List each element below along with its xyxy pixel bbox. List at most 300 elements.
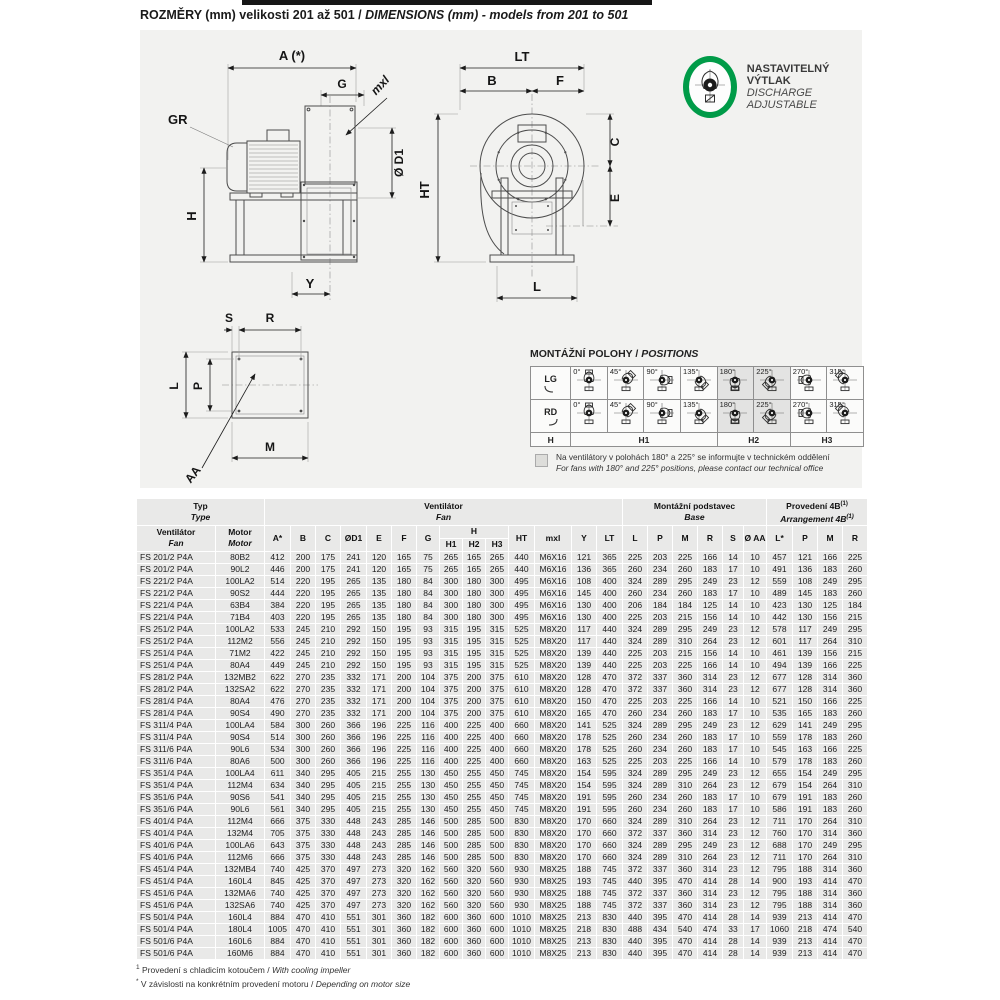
dim-value-cell: 260: [673, 744, 697, 755]
dim-value-cell: 740: [265, 888, 290, 899]
dim-value-cell: M8X20: [535, 792, 571, 803]
dim-value-cell: 183: [698, 792, 722, 803]
position-cell: [607, 367, 644, 400]
dim-value-cell: 461: [767, 648, 792, 659]
dim-value-cell: 264: [818, 636, 842, 647]
dim-label-g: G: [337, 77, 347, 91]
dim-value-cell: 446: [265, 564, 290, 575]
dim-value-cell: 108: [572, 576, 596, 587]
angle-label: 0°: [573, 400, 581, 409]
dim-value-cell: 440: [623, 912, 647, 923]
dim-value-cell: 360: [843, 888, 867, 899]
dim-value-cell: 180: [463, 600, 485, 611]
dim-value-cell: 534: [265, 744, 290, 755]
dim-value-cell: 330: [316, 816, 340, 827]
dim-value-cell: 104: [417, 672, 439, 683]
dim-value-cell: 260: [673, 708, 697, 719]
dim-value-cell: 14: [723, 552, 743, 563]
motor-cell: 100LA2: [216, 624, 264, 635]
dim-value-cell: 249: [818, 576, 842, 587]
dim-value-cell: 745: [597, 900, 622, 911]
dim-value-cell: 12: [744, 828, 766, 839]
dim-value-cell: 337: [648, 864, 672, 875]
table-row: [137, 696, 867, 707]
dim-value-cell: 171: [367, 708, 391, 719]
dim-value-cell: M6X16: [535, 576, 571, 587]
dim-value-cell: 830: [509, 828, 534, 839]
dim-value-cell: 450: [440, 780, 462, 791]
dim-value-cell: 264: [818, 780, 842, 791]
dim-value-cell: 166: [818, 744, 842, 755]
dim-value-cell: 400: [486, 720, 508, 731]
dim-value-cell: 660: [509, 756, 534, 767]
dim-value-cell: 360: [843, 864, 867, 875]
dim-value-cell: 497: [341, 888, 366, 899]
dim-value-cell: 330: [316, 852, 340, 863]
dim-value-cell: 33: [723, 924, 743, 935]
table-row: [137, 816, 867, 827]
dim-value-cell: 128: [793, 672, 817, 683]
dim-value-cell: 249: [698, 720, 722, 731]
positions-panel: [530, 348, 864, 473]
dim-value-cell: 470: [597, 672, 622, 683]
dim-value-cell: 225: [463, 756, 485, 767]
table-row: [137, 804, 867, 815]
dim-value-cell: 314: [698, 864, 722, 875]
dim-value-cell: 234: [648, 708, 672, 719]
dim-value-cell: 939: [767, 948, 792, 959]
angle-label: 90°: [646, 400, 658, 409]
dim-value-cell: 324: [623, 720, 647, 731]
dim-value-cell: 163: [572, 756, 596, 767]
dim-value-cell: 425: [291, 900, 315, 911]
dim-value-cell: 745: [509, 768, 534, 779]
positions-title-cz: MONTÁŽNÍ POLOHY: [530, 348, 633, 360]
fan-type-cell: FS 351/4 P4A: [137, 780, 215, 791]
title-cz: ROZMĚRY (mm) velikosti 201 až 501: [140, 8, 355, 22]
dim-value-cell: 23: [723, 576, 743, 587]
dim-value-cell: 292: [341, 636, 366, 647]
dim-value-cell: 470: [597, 708, 622, 719]
dim-value-cell: 116: [417, 744, 439, 755]
rd-text: RD: [544, 406, 558, 417]
motor-cell: 160L4: [216, 912, 264, 923]
dim-value-cell: 165: [572, 708, 596, 719]
angle-label: 180°: [719, 367, 736, 376]
table-row: [137, 636, 867, 647]
dim-value-cell: 360: [673, 672, 697, 683]
dim-value-cell: 93: [417, 636, 439, 647]
dim-value-cell: 337: [648, 888, 672, 899]
dim-value-cell: 14: [744, 948, 766, 959]
dim-value-cell: 360: [843, 672, 867, 683]
dim-value-cell: 450: [486, 768, 508, 779]
col-header: M: [818, 526, 842, 551]
dim-value-cell: 525: [509, 660, 534, 671]
dim-value-cell: 375: [440, 672, 462, 683]
position-cell: [681, 367, 718, 400]
dim-value-cell: 183: [698, 804, 722, 815]
dim-value-cell: 541: [265, 792, 290, 803]
dim-value-cell: 540: [673, 924, 697, 935]
dim-value-cell: 196: [367, 732, 391, 743]
note-cz: Na ventilátory v polohách 180° a 225° se informujte v technickém oddělení: [556, 452, 830, 462]
discharge-adjustable-badge: [683, 56, 862, 118]
dim-value-cell: 260: [843, 732, 867, 743]
dim-value-cell: 470: [291, 948, 315, 959]
dim-value-cell: 154: [572, 780, 596, 791]
dim-value-cell: 150: [367, 660, 391, 671]
dim-value-cell: 448: [341, 816, 366, 827]
dim-value-cell: 255: [392, 768, 416, 779]
dim-value-cell: 375: [486, 672, 508, 683]
position-cell: [790, 367, 827, 400]
dim-value-cell: 260: [673, 804, 697, 815]
dim-value-cell: 178: [572, 744, 596, 755]
dim-value-cell: 195: [392, 624, 416, 635]
dim-value-cell: 139: [572, 660, 596, 671]
dim-value-cell: M8X20: [535, 720, 571, 731]
dim-value-cell: 260: [843, 792, 867, 803]
dim-value-cell: 195: [463, 636, 485, 647]
dim-value-cell: 340: [291, 768, 315, 779]
dim-value-cell: 295: [673, 624, 697, 635]
dim-value-cell: 830: [597, 948, 622, 959]
dim-value-cell: 178: [793, 732, 817, 743]
dim-value-cell: 260: [843, 756, 867, 767]
dim-value-cell: 414: [818, 948, 842, 959]
col-header-h-group: H: [440, 526, 508, 538]
dim-value-cell: 1005: [265, 924, 290, 935]
dim-value-cell: 559: [767, 576, 792, 587]
dim-value-cell: 255: [392, 792, 416, 803]
positions-note: [530, 452, 864, 473]
col-header: L: [623, 526, 647, 551]
motor-cell: 80A4: [216, 696, 264, 707]
dim-value-cell: 10: [744, 648, 766, 659]
dim-value-cell: 165: [463, 552, 485, 563]
dim-value-cell: 17: [723, 732, 743, 743]
dim-value-cell: 166: [698, 696, 722, 707]
dim-value-cell: 525: [509, 624, 534, 635]
dim-value-cell: 120: [367, 552, 391, 563]
fan-type-cell: FS 251/4 P4A: [137, 648, 215, 659]
badge-line-en: DISCHARGE ADJUSTABLE: [746, 87, 817, 111]
dim-value-cell: 405: [341, 768, 366, 779]
dim-value-cell: 314: [698, 900, 722, 911]
dim-value-cell: 136: [793, 564, 817, 575]
table-row: [137, 744, 867, 755]
dim-value-cell: 235: [316, 708, 340, 719]
dim-value-cell: 180: [463, 588, 485, 599]
motor-cell: 80A6: [216, 756, 264, 767]
col-header: S: [723, 526, 743, 551]
table-row: [137, 828, 867, 839]
dim-value-cell: 10: [744, 552, 766, 563]
positions-title: [530, 348, 864, 360]
dim-value-cell: 324: [623, 840, 647, 851]
dim-value-cell: 666: [265, 852, 290, 863]
dim-value-cell: M8X20: [535, 804, 571, 815]
dim-value-cell: 23: [723, 816, 743, 827]
dim-value-cell: 270: [291, 708, 315, 719]
dim-value-cell: 930: [509, 864, 534, 875]
dim-value-cell: 12: [744, 624, 766, 635]
dim-value-cell: 264: [698, 816, 722, 827]
dim-value-cell: 423: [767, 600, 792, 611]
dim-value-cell: 337: [648, 672, 672, 683]
dim-value-cell: 314: [818, 672, 842, 683]
dim-value-cell: 320: [392, 864, 416, 875]
dim-value-cell: 535: [767, 708, 792, 719]
dim-value-cell: 162: [417, 888, 439, 899]
dim-value-cell: 360: [392, 936, 416, 947]
motor-cell: 160L4: [216, 876, 264, 887]
dim-value-cell: 457: [767, 552, 792, 563]
col-header: H3: [486, 539, 508, 551]
dim-value-cell: 295: [673, 576, 697, 587]
dim-value-cell: 218: [572, 924, 596, 935]
dim-value-cell: 141: [793, 720, 817, 731]
dim-value-cell: 489: [767, 588, 792, 599]
page-title: [140, 8, 628, 22]
dim-value-cell: 195: [463, 648, 485, 659]
dim-value-cell: 270: [291, 672, 315, 683]
dim-value-cell: 315: [486, 636, 508, 647]
dim-value-cell: 310: [673, 852, 697, 863]
dim-value-cell: 375: [486, 696, 508, 707]
dim-value-cell: 629: [767, 720, 792, 731]
dim-value-cell: 17: [723, 708, 743, 719]
dim-value-cell: 243: [367, 840, 391, 851]
dim-label-ht: HT: [417, 181, 432, 199]
dim-value-cell: 795: [767, 900, 792, 911]
dim-value-cell: 225: [623, 756, 647, 767]
dim-value-cell: 300: [486, 600, 508, 611]
dim-value-cell: 130: [572, 612, 596, 623]
dim-value-cell: 560: [486, 900, 508, 911]
dim-value-cell: 470: [843, 876, 867, 887]
dim-value-cell: 314: [818, 888, 842, 899]
dim-value-cell: 579: [767, 756, 792, 767]
fan-type-cell: FS 401/6 P4A: [137, 852, 215, 863]
dim-value-cell: 215: [843, 648, 867, 659]
dim-value-cell: 405: [341, 804, 366, 815]
dim-value-cell: 116: [417, 720, 439, 731]
dim-value-cell: 332: [341, 696, 366, 707]
dim-value-cell: 337: [648, 900, 672, 911]
fan-type-cell: FS 351/6 P4A: [137, 804, 215, 815]
dim-value-cell: 195: [316, 612, 340, 623]
motor-cell: 90L6: [216, 804, 264, 815]
dim-value-cell: 260: [623, 564, 647, 575]
dim-value-cell: 295: [316, 792, 340, 803]
dim-value-cell: 285: [392, 840, 416, 851]
dim-value-cell: 188: [793, 888, 817, 899]
dim-value-cell: 440: [509, 564, 534, 575]
dim-value-cell: 206: [623, 600, 647, 611]
dim-value-cell: 285: [463, 840, 485, 851]
dim-value-cell: 146: [417, 828, 439, 839]
dim-value-cell: 146: [417, 852, 439, 863]
dim-value-cell: 300: [291, 744, 315, 755]
dim-value-cell: 295: [673, 768, 697, 779]
position-cell: [827, 367, 864, 400]
dim-value-cell: 200: [463, 696, 485, 707]
dim-value-cell: 372: [623, 672, 647, 683]
dim-value-cell: 500: [486, 840, 508, 851]
motor-cell: 100LA4: [216, 720, 264, 731]
dim-value-cell: 12: [744, 576, 766, 587]
dim-value-cell: 360: [673, 888, 697, 899]
dim-value-cell: 610: [509, 708, 534, 719]
footer-h3: H3: [790, 433, 863, 447]
dim-value-cell: 655: [767, 768, 792, 779]
motor-cell: 160M6: [216, 948, 264, 959]
dim-value-cell: 470: [597, 684, 622, 695]
angle-label: 180°: [719, 400, 736, 409]
dim-value-cell: 300: [440, 588, 462, 599]
dim-value-cell: 270: [291, 684, 315, 695]
dim-value-cell: 180: [392, 600, 416, 611]
dim-value-cell: 533: [265, 624, 290, 635]
dim-value-cell: 310: [843, 636, 867, 647]
dim-value-cell: 300: [440, 600, 462, 611]
fan-type-cell: FS 351/4 P4A: [137, 768, 215, 779]
dim-value-cell: M8X20: [535, 816, 571, 827]
dim-value-cell: 166: [818, 696, 842, 707]
dim-value-cell: 23: [723, 768, 743, 779]
dim-value-cell: 243: [367, 828, 391, 839]
positions-table: [530, 366, 864, 447]
dim-value-cell: 450: [440, 768, 462, 779]
dim-value-cell: 213: [793, 912, 817, 923]
motor-cell: 132MA6: [216, 888, 264, 899]
dim-value-cell: 497: [341, 876, 366, 887]
dim-value-cell: 301: [367, 948, 391, 959]
motor-cell: 100LA4: [216, 768, 264, 779]
dim-value-cell: 295: [843, 768, 867, 779]
dim-value-cell: 14: [744, 912, 766, 923]
dim-value-cell: 225: [623, 648, 647, 659]
dim-value-cell: 611: [265, 768, 290, 779]
motor-cell: 80A4: [216, 660, 264, 671]
dim-value-cell: 500: [265, 756, 290, 767]
dim-value-cell: 600: [486, 948, 508, 959]
dimensions-table: [136, 498, 868, 960]
dim-value-cell: 525: [597, 744, 622, 755]
dim-value-cell: 514: [265, 732, 290, 743]
dim-value-cell: 300: [291, 720, 315, 731]
position-cell: [644, 367, 681, 400]
angle-label: 90°: [646, 367, 658, 376]
dim-value-cell: 595: [597, 792, 622, 803]
dim-value-cell: 200: [463, 672, 485, 683]
dim-value-cell: 600: [486, 936, 508, 947]
dim-value-cell: 225: [673, 696, 697, 707]
dim-value-cell: 130: [793, 612, 817, 623]
dim-value-cell: 365: [597, 552, 622, 563]
dim-value-cell: 260: [623, 744, 647, 755]
dim-value-cell: 660: [509, 720, 534, 731]
motor-cell: 90S6: [216, 792, 264, 803]
dim-value-cell: 634: [265, 780, 290, 791]
dim-value-cell: 188: [793, 864, 817, 875]
dim-value-cell: 249: [818, 720, 842, 731]
motor-fins: [249, 145, 298, 189]
dim-value-cell: 601: [767, 636, 792, 647]
dim-value-cell: M8X25: [535, 900, 571, 911]
dim-value-cell: 324: [623, 768, 647, 779]
dim-value-cell: 610: [509, 696, 534, 707]
dim-value-cell: 337: [648, 684, 672, 695]
dim-value-cell: 260: [843, 708, 867, 719]
dim-value-cell: 178: [572, 732, 596, 743]
dim-value-cell: 215: [367, 780, 391, 791]
dim-value-cell: 560: [440, 876, 462, 887]
dim-value-cell: 264: [698, 636, 722, 647]
dim-value-cell: 314: [698, 684, 722, 695]
dim-value-cell: 315: [440, 648, 462, 659]
dim-value-cell: 225: [463, 720, 485, 731]
dim-value-cell: 745: [509, 792, 534, 803]
angle-label: 135°: [683, 400, 699, 409]
col-header: P: [793, 526, 817, 551]
dim-value-cell: 560: [486, 876, 508, 887]
table-row: [137, 708, 867, 719]
dim-value-cell: 320: [463, 876, 485, 887]
position-cell: [681, 400, 718, 433]
fan-type-cell: FS 201/2 P4A: [137, 564, 215, 575]
dim-value-cell: 561: [265, 804, 290, 815]
fan-type-cell: FS 281/2 P4A: [137, 684, 215, 695]
dim-value-cell: 260: [623, 804, 647, 815]
dim-value-cell: 84: [417, 600, 439, 611]
dim-label-e: E: [608, 193, 622, 203]
dim-value-cell: 10: [744, 792, 766, 803]
dim-value-cell: 145: [793, 588, 817, 599]
dim-value-cell: 265: [486, 552, 508, 563]
dim-value-cell: 255: [463, 792, 485, 803]
dim-value-cell: 213: [572, 936, 596, 947]
dim-value-cell: 195: [316, 600, 340, 611]
dim-value-cell: 560: [486, 888, 508, 899]
dim-value-cell: 210: [316, 648, 340, 659]
dim-value-cell: 366: [341, 756, 366, 767]
dim-value-cell: 260: [843, 588, 867, 599]
dim-value-cell: 260: [316, 720, 340, 731]
dim-value-cell: 128: [572, 684, 596, 695]
fan-type-cell: FS 311/4 P4A: [137, 720, 215, 731]
dim-value-cell: 584: [265, 720, 290, 731]
dim-value-cell: 255: [463, 804, 485, 815]
dim-value-cell: 215: [367, 804, 391, 815]
dim-value-cell: 285: [392, 828, 416, 839]
positions-note-text: [556, 452, 830, 473]
dim-value-cell: 245: [291, 636, 315, 647]
dim-value-cell: 410: [316, 948, 340, 959]
dim-value-cell: 405: [341, 780, 366, 791]
table-row: [137, 672, 867, 683]
dim-value-cell: 300: [440, 612, 462, 623]
positions-row-lg: [531, 367, 864, 400]
dim-value-cell: 215: [367, 768, 391, 779]
dim-value-cell: 660: [597, 840, 622, 851]
dim-value-cell: 450: [486, 780, 508, 791]
dim-value-cell: 450: [486, 804, 508, 815]
table-row: [137, 852, 867, 863]
col-header: Ø AA: [744, 526, 766, 551]
